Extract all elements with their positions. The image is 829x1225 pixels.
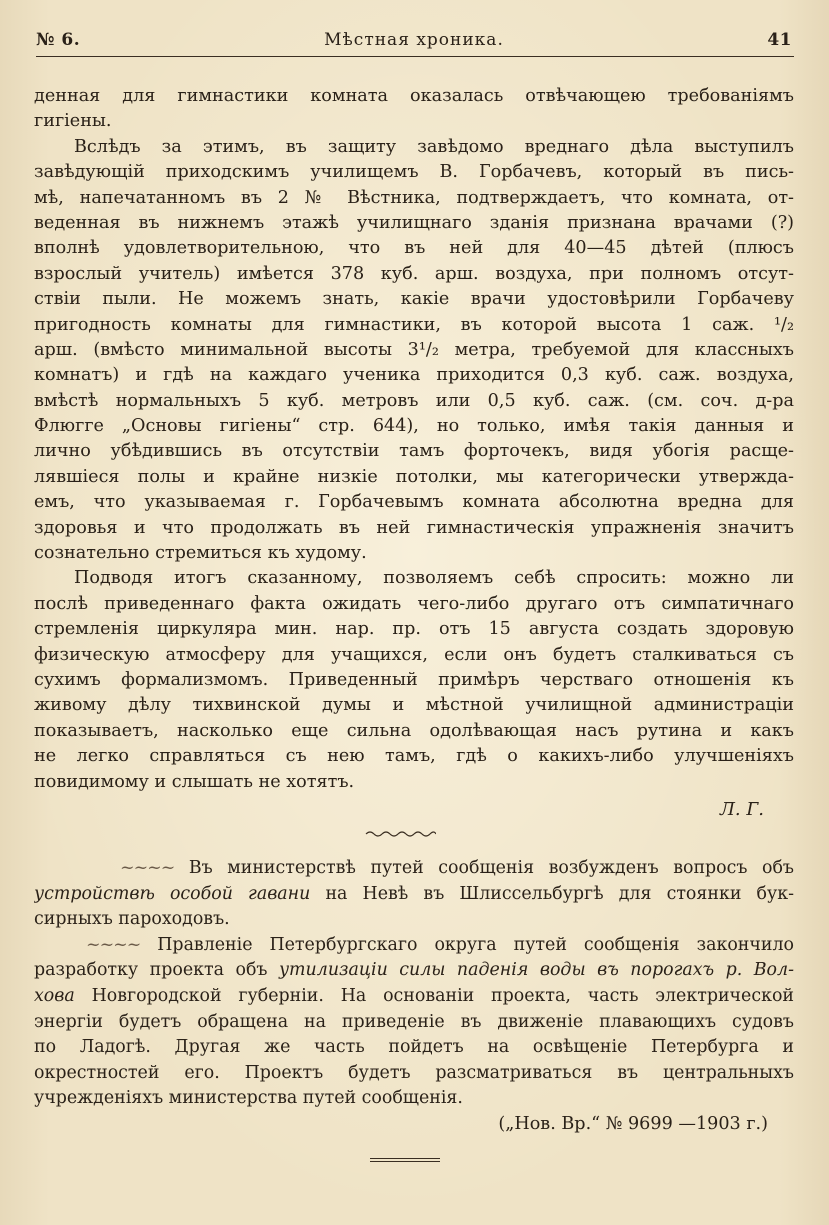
news-item-2-line: энергіи будетъ обращена на приведеніе въ движеніе плавающихъ судовъ <box>34 1011 794 1032</box>
article-body <box>34 84 794 825</box>
article-line: вполнѣ удовлетворительною, что въ ней для 40—45 дѣтей (плюсъ <box>34 238 794 259</box>
news-item-2-line: разработку проекта объ утилизаціи силы паденія воды въ порогахъ р. Вол- <box>34 960 794 981</box>
page-number: 41 <box>767 30 792 50</box>
article-line: не легко справляться съ нею тамъ, гдѣ о какихъ-либо улучшеніяхъ <box>34 746 794 767</box>
article-line: завѣдующій приходскимъ училищемъ В. Горбачевъ, который въ пись- <box>34 162 794 183</box>
article-line: ствіи пыли. Не можемъ знать, какіе врачи удостовѣрили Горбачеву <box>34 289 794 310</box>
news-source: („Нов. Вр.“ № 9699 —1903 г.) <box>498 1113 768 1134</box>
news-item-1-emphasis: устройствѣ особой гавани <box>34 883 311 904</box>
news-item-2-line: хова Новгородской губерніи. На основаніи проекта, часть электрической <box>34 985 794 1006</box>
article-line: физическую атмосферу для учащихся, если онъ будетъ сталкиваться съ <box>34 644 794 665</box>
header-rule <box>36 56 794 57</box>
news-item-1-line: сирныхъ пароходовъ. <box>34 909 230 930</box>
end-rule <box>370 1158 440 1164</box>
news-item-2-marker: ~~~~ <box>86 934 141 955</box>
issue-number: № 6. <box>36 30 81 50</box>
article-line: вмѣстѣ нормальныхъ 5 куб. метровъ или 0,5 куб. саж. (см. соч. д-ра <box>34 390 794 411</box>
article-line: лично убѣдившись въ отсутствіи тамъ форточекъ, видя убогія расще- <box>34 441 794 462</box>
article-line: взрослый учитель) имѣется 378 куб. арш. воздуха, при полномъ отсут- <box>34 263 794 284</box>
article-line: показываетъ, насколько еще сильна одолѣвающая насъ рутина и какъ <box>34 720 794 741</box>
page-header <box>36 30 792 56</box>
news-item-2-line: по Ладогѣ. Другая же часть пойдетъ на освѣщеніе Петербурга и <box>34 1037 794 1058</box>
article-line: мѣ, напечатанномъ въ 2 № Вѣстника, подтверждаетъ, что комната, от- <box>34 187 794 208</box>
article-line: Флюгге „Основы гигіены“ стр. 644), но только, имѣя такія данныя и <box>34 416 794 437</box>
article-line: стремленія циркуляра мин. нар. пр. отъ 15 августа создать здоровую <box>34 619 794 640</box>
article-line: веденная въ нижнемъ этажѣ училищнаго зданія признана врачами (?) <box>34 212 794 233</box>
author-signature: Л. Г. <box>719 798 764 820</box>
news-item-2-line: ~~~~ Правленіе Петербургскаго округа путей сообщенія закончило <box>86 934 794 955</box>
news-item-1-marker: ~~~~ <box>120 858 175 878</box>
article-line: комнатъ) и гдѣ на каждаго ученика приходится 0,3 куб. саж. воздуха, <box>34 365 794 386</box>
news-item-1-line: устройствѣ особой гавани на Невѣ въ Шлиссельбургѣ для стоянки бук- <box>34 883 794 904</box>
article-line: денная для гимнастики комната оказалась отвѣчающею требованіямъ <box>34 86 794 106</box>
article-line: пригодность комнаты для гимнастики, въ которой высота 1 саж. ¹/₂ <box>34 314 794 335</box>
article-line: повидимому и слышать не хотятъ. <box>34 771 355 792</box>
news-item-1-line: ~~~~ Въ министерствѣ путей сообщенія возбужденъ вопросъ объ <box>120 858 794 878</box>
article-line: послѣ приведеннаго факта ожидать чего-либо другаго отъ симпатичнаго <box>34 593 794 614</box>
news-item-2-emphasis: утилизаціи силы паденія воды въ порогахъ р. Вол- <box>278 960 794 981</box>
article-line: здоровья и что продолжать въ ней гимнастическія упражненія значитъ <box>34 517 794 538</box>
article-line: емъ, что указываемая г. Горбачевымъ комната абсолютна вредна для <box>34 492 794 513</box>
news-item-2-emphasis: хова <box>34 985 75 1006</box>
news-item-2-line: окрестностей его. Проектъ будетъ разсматриваться въ центральныхъ <box>34 1062 794 1083</box>
article-line: живому дѣлу тихвинской думы и мѣстной училищной администраціи <box>34 695 794 716</box>
news-item-2-line: учрежденіяхъ министерства путей сообщенія. <box>34 1088 463 1109</box>
article-line: лявшіеся полы и крайне низкіе потолки, мы категорически утвержда- <box>34 466 794 487</box>
article-line: Подводя итогъ сказанному, позволяемъ себѣ спросить: можно ли <box>74 568 794 589</box>
section-title: Мѣстная хроника. <box>324 30 504 50</box>
news-section <box>34 856 794 1138</box>
article-line: сухимъ формализмомъ. Приведенный примѣръ черстваго отношенія къ <box>34 669 794 690</box>
article-line: гигіены. <box>34 111 112 132</box>
wavy-divider <box>364 830 436 838</box>
article-line: арш. (вмѣсто минимальной высоты 3¹/₂ метра, требуемой для классныхъ <box>34 339 794 360</box>
article-line: сознательно стремиться къ худому. <box>34 543 367 564</box>
article-line: Вслѣдъ за этимъ, въ защиту завѣдомо вреднаго дѣла выступилъ <box>74 136 794 157</box>
